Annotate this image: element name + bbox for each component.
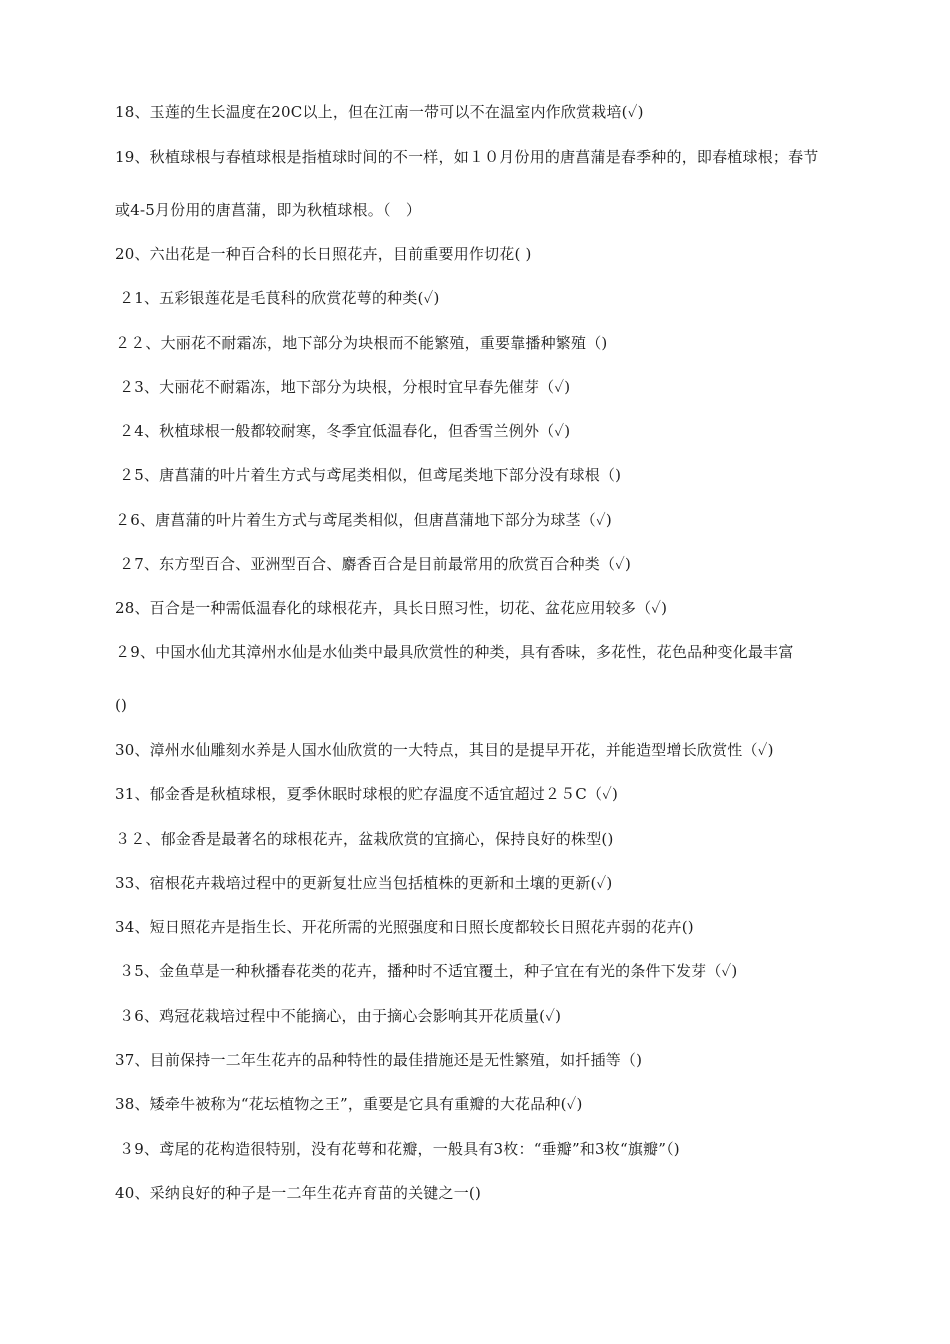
statement-19-continued: 或4-5月份用的唐菖蒲，即为秋植球根。（ ） — [115, 201, 422, 219]
statement-26: ２6、唐菖蒲的叶片着生方式与鸢尾类相似，但唐菖蒲地下部分为球茎（✓) — [115, 511, 612, 529]
statement-34: 34、短日照花卉是指生长、开花所需的光照强度和日照长度都较长日照花卉弱的花卉() — [115, 918, 694, 936]
statement-20: 20、六出花是一种百合科的长日照花卉，目前重要用作切花( ) — [115, 245, 532, 263]
statement-37: 37、目前保持一二年生花卉的品种特性的最佳措施还是无性繁殖，如扦插等（) — [115, 1051, 643, 1069]
statement-40: 40、采纳良好的种子是一二年生花卉育苗的关键之一() — [115, 1184, 481, 1202]
statement-24: ２4、秋植球根一般都较耐寒，冬季宜低温春化，但香雪兰例外（✓) — [119, 422, 571, 440]
statement-27: ２7、东方型百合、亚洲型百合、麝香百合是目前最常用的欣赏百合种类（✓) — [119, 555, 632, 573]
statement-25: ２5、唐菖蒲的叶片着生方式与鸢尾类相似，但鸢尾类地下部分没有球根（) — [119, 466, 622, 484]
statement-36: ３6、鸡冠花栽培过程中不能摘心，由于摘心会影响其开花质量(✓) — [119, 1007, 562, 1025]
statement-35: ３5、金鱼草是一种秋播春花类的花卉，播种时不适宜覆土，种子宜在有光的条件下发芽（✓) — [119, 962, 738, 980]
statement-21: ２1、五彩银莲花是毛茛科的欣赏花萼的种类(✓) — [119, 289, 440, 307]
statement-22: ２２、大丽花不耐霜冻，地下部分为块根而不能繁殖，重要靠播种繁殖（) — [115, 334, 608, 352]
statement-28: 28、百合是一种需低温春化的球根花卉，具长日照习性，切花、盆花应用较多（✓) — [115, 599, 668, 617]
statement-30: 30、漳州水仙雕刻水养是人国水仙欣赏的一大特点，其目的是提早开花，并能造型增长欣赏性（✓) — [115, 741, 774, 759]
statement-38: 38、矮牵牛被称为“花坛植物之王”，重要是它具有重瓣的大花品种(✓) — [115, 1095, 583, 1113]
statement-39: ３9、鸢尾的花构造很特别，没有花萼和花瓣，一般具有3枚：“垂瓣”和3枚“旗瓣”（) — [119, 1140, 680, 1158]
statement-31: 31、郁金香是秋植球根，夏季休眠时球根的贮存温度不适宜超过２５C（✓) — [115, 785, 619, 803]
statement-19: 19、秋植球根与春植球根是指植球时间的不一样，如１０月份用的唐菖蒲是春季种的，即春植球根；春节 — [115, 148, 819, 166]
statement-29-continued: () — [115, 696, 128, 714]
statement-29: ２9、中国水仙尤其漳州水仙是水仙类中最具欣赏性的种类，具有香味，多花性，花色品种变化最丰富 — [115, 643, 794, 661]
statement-23: ２3、大丽花不耐霜冻，地下部分为块根，分根时宜早春先催芽（✓) — [119, 378, 571, 396]
statement-18: 18、玉莲的生长温度在20C以上，但在江南一带可以不在温室内作欣赏栽培(✓) — [115, 103, 644, 121]
statement-33: 33、宿根花卉栽培过程中的更新复壮应当包括植株的更新和土壤的更新(✓) — [115, 874, 613, 892]
statement-32: ３２、郁金香是最著名的球根花卉，盆栽欣赏的宜摘心，保持良好的株型() — [115, 830, 614, 848]
